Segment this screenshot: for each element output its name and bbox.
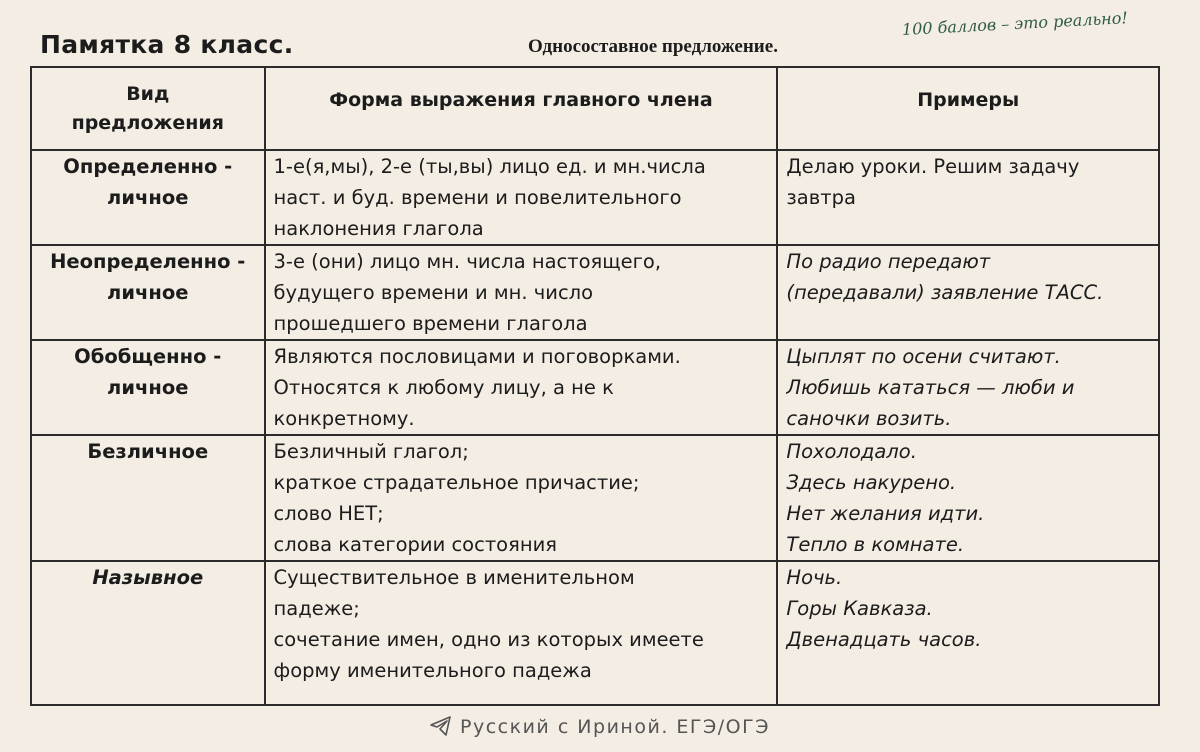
form-line: наст. и буд. времени и повелительного [273, 186, 682, 209]
example-line: завтра [786, 186, 856, 209]
table-row [31, 561, 1159, 705]
memo-table [30, 66, 1160, 706]
table-row [31, 340, 1159, 435]
example-line: Похолодало. [786, 440, 917, 463]
table-row [31, 435, 1159, 561]
example-line: Тепло в комнате. [786, 533, 965, 556]
example-cell [777, 561, 1159, 705]
page-subtitle: Односоставное предложение. [528, 36, 778, 57]
type-cell [31, 245, 265, 340]
example-line: Горы Кавказа. [786, 597, 933, 620]
table-header-row [31, 67, 1159, 150]
column-header-examples: Примеры [777, 67, 1159, 150]
form-line: наклонения глагола [273, 217, 484, 240]
example-line: саночки возить. [786, 407, 952, 430]
table-row [31, 245, 1159, 340]
table-row [31, 150, 1159, 245]
form-line: сочетание имен, одно из которых имеете [273, 628, 704, 651]
footer [0, 716, 1200, 738]
slogan: 100 баллов – это реально! [901, 8, 1129, 39]
form-cell [265, 150, 778, 245]
example-line: Цыплят по осени считают. [786, 345, 1061, 368]
example-cell [777, 150, 1159, 245]
type-line: Неопределенно - [50, 250, 246, 273]
example-cell [777, 245, 1159, 340]
example-line: Ночь. [786, 566, 843, 589]
example-cell [777, 340, 1159, 435]
form-line: форму именительного падежа [273, 659, 592, 682]
form-line: будущего времени и мн. число [273, 281, 594, 304]
form-line: краткое страдательное причастие; [273, 471, 640, 494]
form-cell [265, 561, 778, 705]
example-cell [777, 435, 1159, 561]
example-line: Делаю уроки. Решим задачу [786, 155, 1080, 178]
form-cell [265, 340, 778, 435]
example-line: Нет желания идти. [786, 502, 985, 525]
type-line: личное [107, 186, 189, 209]
form-line: Безличный глагол; [273, 440, 469, 463]
type-cell [31, 561, 265, 705]
example-line: Любишь кататься — люби и [786, 376, 1075, 399]
form-line: 1-е(я,мы), 2-е (ты,вы) лицо ед. и мн.числа [273, 155, 706, 178]
type-cell [31, 150, 265, 245]
form-line: 3-е (они) лицо мн. числа настоящего, [273, 250, 662, 273]
column-header-form: Форма выражения главного члена [265, 67, 778, 150]
telegram-icon [430, 716, 452, 736]
form-line: падеже; [273, 597, 360, 620]
footer-text: Русский с Ириной. ЕГЭ/ОГЭ [460, 716, 770, 738]
form-line: Существительное в именительном [273, 566, 635, 589]
form-cell [265, 435, 778, 561]
type-line: Безличное [87, 440, 209, 463]
form-line: Относятся к любому лицу, а не к [273, 376, 614, 399]
type-line: Обобщенно - [74, 345, 222, 368]
page-title: Памятка 8 класс. [40, 30, 294, 59]
form-line: Являются пословицами и поговорками. [273, 345, 681, 368]
type-line: личное [107, 281, 189, 304]
example-line: По радио передают [786, 250, 991, 273]
form-line: прошедшего времени глагола [273, 312, 588, 335]
form-line: слова категории состояния [273, 533, 557, 556]
form-line: конкретному. [273, 407, 415, 430]
example-line: (передавали) заявление ТАСС. [786, 281, 1104, 304]
column-header-type: Вид предложения [31, 67, 265, 150]
example-line: Здесь накурено. [786, 471, 957, 494]
example-line: Двенадцать часов. [786, 628, 982, 651]
type-line: личное [107, 376, 189, 399]
type-line: Определенно - [63, 155, 233, 178]
type-cell [31, 340, 265, 435]
type-cell [31, 435, 265, 561]
form-line: слово НЕТ; [273, 502, 384, 525]
type-line: Назывное [92, 566, 204, 589]
form-cell [265, 245, 778, 340]
